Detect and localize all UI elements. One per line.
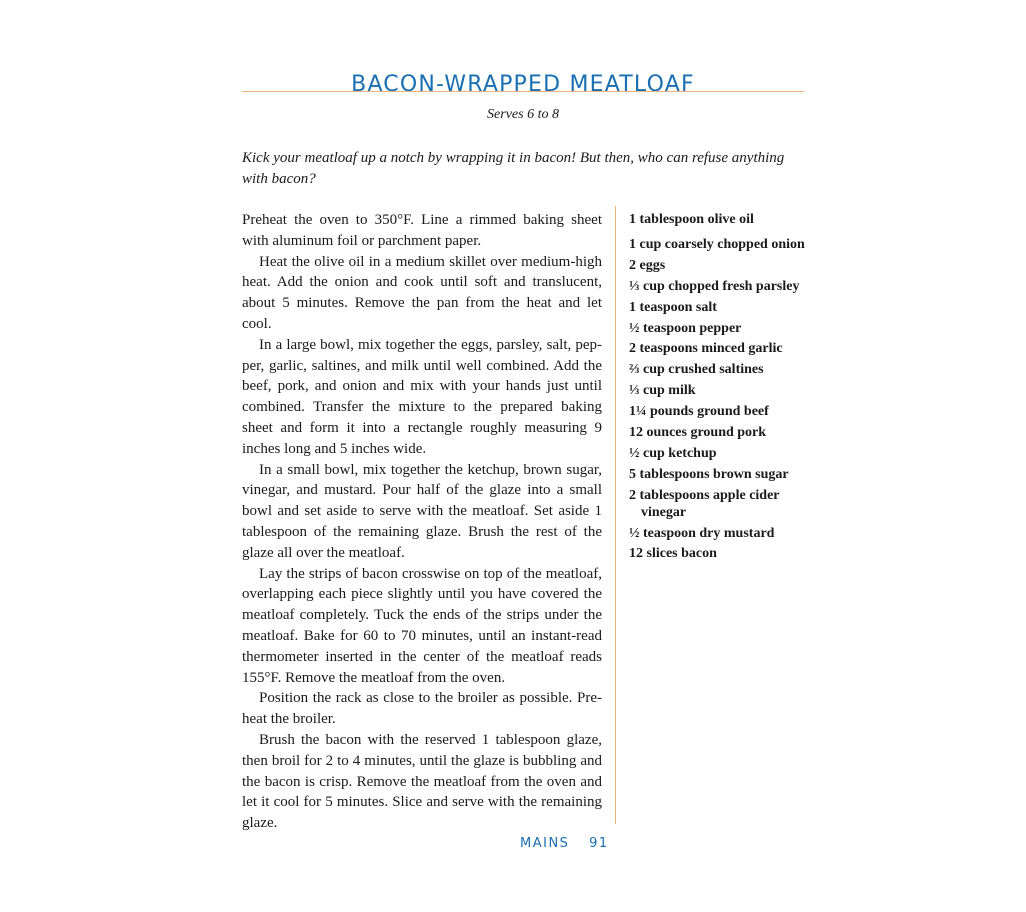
- method-step: Brush the bacon with the reserved 1 tablespoon glaze, then broil for 2 to 4 minutes, until the glaze is bubbling and the bacon is crisp. Remove the meatloaf from the oven and let it cool for 5 minutes. Slice and serve with the remaining glaze.: [242, 731, 602, 832]
- method-step: Position the rack as close to the broiler as possible. Preheat the broiler.: [242, 690, 602, 728]
- ingredient-item: 5 tablespoons brown sugar: [629, 466, 789, 482]
- ingredient-item: 1 tablespoon olive oil: [629, 212, 754, 227]
- ingredients-list: [629, 211, 819, 566]
- ingredient-item: ⅔ cup crushed saltines: [629, 362, 764, 378]
- ingredient-item: 1 cup coarsely chopped onion: [629, 237, 805, 252]
- method-column: [242, 210, 602, 834]
- method-step: In a large bowl, mix together the eggs, parsley, salt, pepper, garlic, saltines, and milk until well combined. Add the beef, pork, and onion and mix with your hands just until combined. Transfer the mixture to the prepared baking sheet and form it into a rectangle roughly measuring 9 inches long and 5 inches wide.: [242, 336, 602, 457]
- title-underline: [242, 91, 804, 92]
- ingredient-item: 2 tablespoons apple cider vinegar: [629, 487, 780, 520]
- ingredient-item: ½ teaspoon pepper: [629, 320, 742, 336]
- ingredient-item: 12 ounces ground pork: [629, 425, 767, 441]
- ingredient-item: 12 slices bacon: [629, 546, 717, 562]
- section-name: MAINS: [520, 836, 570, 851]
- ingredient-item: 2 eggs: [629, 257, 666, 273]
- ingredient-item: ⅓ cup milk: [629, 383, 696, 399]
- ingredient-item: 2 teaspoons minced garlic: [629, 341, 783, 357]
- method-step: Preheat the oven to 350°F. Line a rimmed baking sheet with aluminum foil or parchment paper.: [242, 212, 602, 249]
- column-divider: [615, 206, 616, 824]
- page-footer: [520, 836, 609, 851]
- recipe-intro: Kick your meatloaf up a notch by wrapping it in bacon! But then, who can refuse anything with bacon?: [242, 150, 785, 187]
- recipe-title: BACON-WRAPPED MEATLOAF: [351, 71, 695, 97]
- method-step: In a small bowl, mix together the ketchup, brown sugar, vinegar, and mustard. Pour half of the glaze into a small bowl and set aside to serve with the meatloaf. Set aside 1 tablespoon of the remaining glaze. Brush the rest of the glaze all over the meatloaf.: [242, 461, 602, 561]
- ingredient-item: 1¼ pounds ground beef: [629, 404, 769, 420]
- ingredient-item: ½ teaspoon dry mustard: [629, 525, 775, 541]
- method-step: Heat the olive oil in a medium skillet over medium-high heat. Add the onion and cook until soft and translucent, about 5 minutes. Remove the pan from the heat and let cool.: [242, 253, 602, 332]
- ingredient-item: ½ cup ketchup: [629, 445, 717, 461]
- page-number: 91: [589, 836, 609, 851]
- serves-line: Serves 6 to 8: [487, 107, 559, 122]
- ingredient-item: 1 teaspoon salt: [629, 299, 717, 315]
- ingredient-item: ⅓ cup chopped fresh parsley: [629, 278, 800, 294]
- method-step: Lay the strips of bacon crosswise on top of the meatloaf, overlapping each piece slightly until you have covered the meatloaf completely. Tuck the ends of the strips under the meatloaf. Bake for 60 to 70 minutes, until an instant-read thermometer inserted in the center of the meatloaf reads 155°F. Remove the meatloaf from the oven.: [242, 565, 602, 686]
